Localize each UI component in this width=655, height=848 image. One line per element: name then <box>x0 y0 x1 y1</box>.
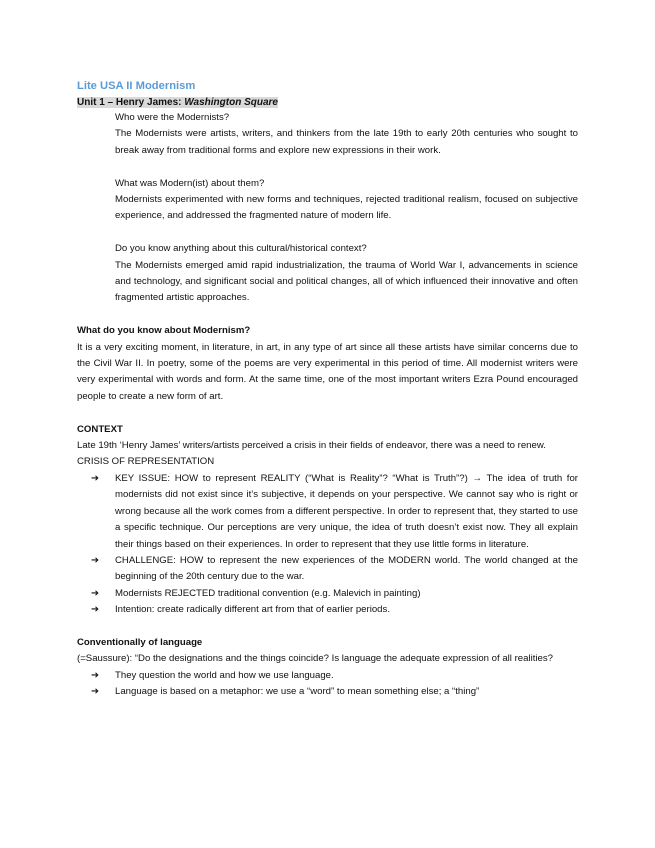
crisis-label: CRISIS OF REPRESENTATION <box>77 456 215 468</box>
modernism-heading: What do you know about Modernism? <box>77 325 251 337</box>
document-content <box>77 78 578 701</box>
list-item: ➔ CHALLENGE: HOW to represent the new experiences of the MODERN world. The world changed at the beginning of the 20th century due to the war. <box>91 554 578 583</box>
list-item: ➔ They question the world and how we use language. <box>77 668 578 684</box>
list-item: ➔ Modernists REJECTED traditional convention (e.g. Malevich in painting) <box>77 586 578 602</box>
modernism-body: It is a very exciting moment, in literature, in art, in any type of art since all these artists have similar concerns due to the Civil War II. In poetry, some of the poems are very experimental in this period of time. All modernist writers were very experimental with words and form. At the same time, one of the most important writers Ezra Pound encouraged people to create a new form of art. <box>77 341 578 402</box>
questions-block <box>77 110 578 307</box>
answer-2: Modernists experimented with new forms and techniques, rejected traditional realism, focused on subjective experience, and addressed the fragmented nature of modern life. <box>115 194 578 222</box>
arrow-bullet-icon: ➔ <box>91 686 100 698</box>
context-body: Late 19th ‘Henry James’ writers/artists perceived a crisis in their fields of endeavor, there was a need to renew. <box>77 440 546 452</box>
unit-heading <box>77 95 578 110</box>
arrow-bullet-icon: ➔ <box>91 604 100 616</box>
arrow-bullet-icon: ➔ <box>91 669 100 681</box>
question-2: What was Modern(ist) about them? <box>115 177 265 189</box>
language-heading: Conventionally of language <box>77 636 203 648</box>
arrow-bullet-icon: ➔ <box>91 587 100 599</box>
question-1: Who were the Modernists? <box>115 112 230 123</box>
question-3: Do you know anything about this cultural/historical context? <box>115 243 367 255</box>
document-title: Lite USA II Modernism <box>77 80 196 92</box>
list-item: ➔ KEY ISSUE: HOW to represent REALITY (“What is Reality”? “What is Truth”?) → The idea of truth for modernists did not exist since it’s subjective, it depends on your perspective. We cannot say who is right or wrong because all the work comes from a different perspective. In order to represent that, they started to use a specific technique. Our perceptions are very unique, the idea of truth doesn’t exist now. They all explain their things based on their experiences. In order to represent that they use little forms in literature. <box>91 472 578 550</box>
unit-prefix: Unit 1 – Henry James: <box>77 97 185 108</box>
crisis-bullet-list <box>77 471 578 619</box>
arrow-bullet-icon: ➔ <box>91 554 100 566</box>
unit-heading-highlight <box>77 97 278 108</box>
answer-3: The Modernists emerged amid rapid industrialization, the trauma of World War I, advancements in science and technology, and significant social and political changes, all of which influenced their innovative and often fragmented artistic approaches. <box>115 259 578 304</box>
language-bullet-list <box>77 668 578 701</box>
list-item: ➔ Language is based on a metaphor: we use a “word” to mean something else; a “thing” <box>77 684 578 700</box>
answer-1: The Modernists were artists, writers, and thinkers from the late 19th to early 20th centuries who sought to break away from traditional forms and explore new expressions in their work. <box>115 128 578 156</box>
arrow-bullet-icon: ➔ <box>91 472 100 484</box>
language-body: (=Saussure): “Do the designations and the things coincide? Is language the adequate expression of all realities? <box>77 653 553 665</box>
unit-work-title: Washington Square <box>184 97 278 108</box>
list-item: ➔ Intention: create radically different art from that of earlier periods. <box>77 602 578 618</box>
context-heading: CONTEXT <box>77 423 123 435</box>
